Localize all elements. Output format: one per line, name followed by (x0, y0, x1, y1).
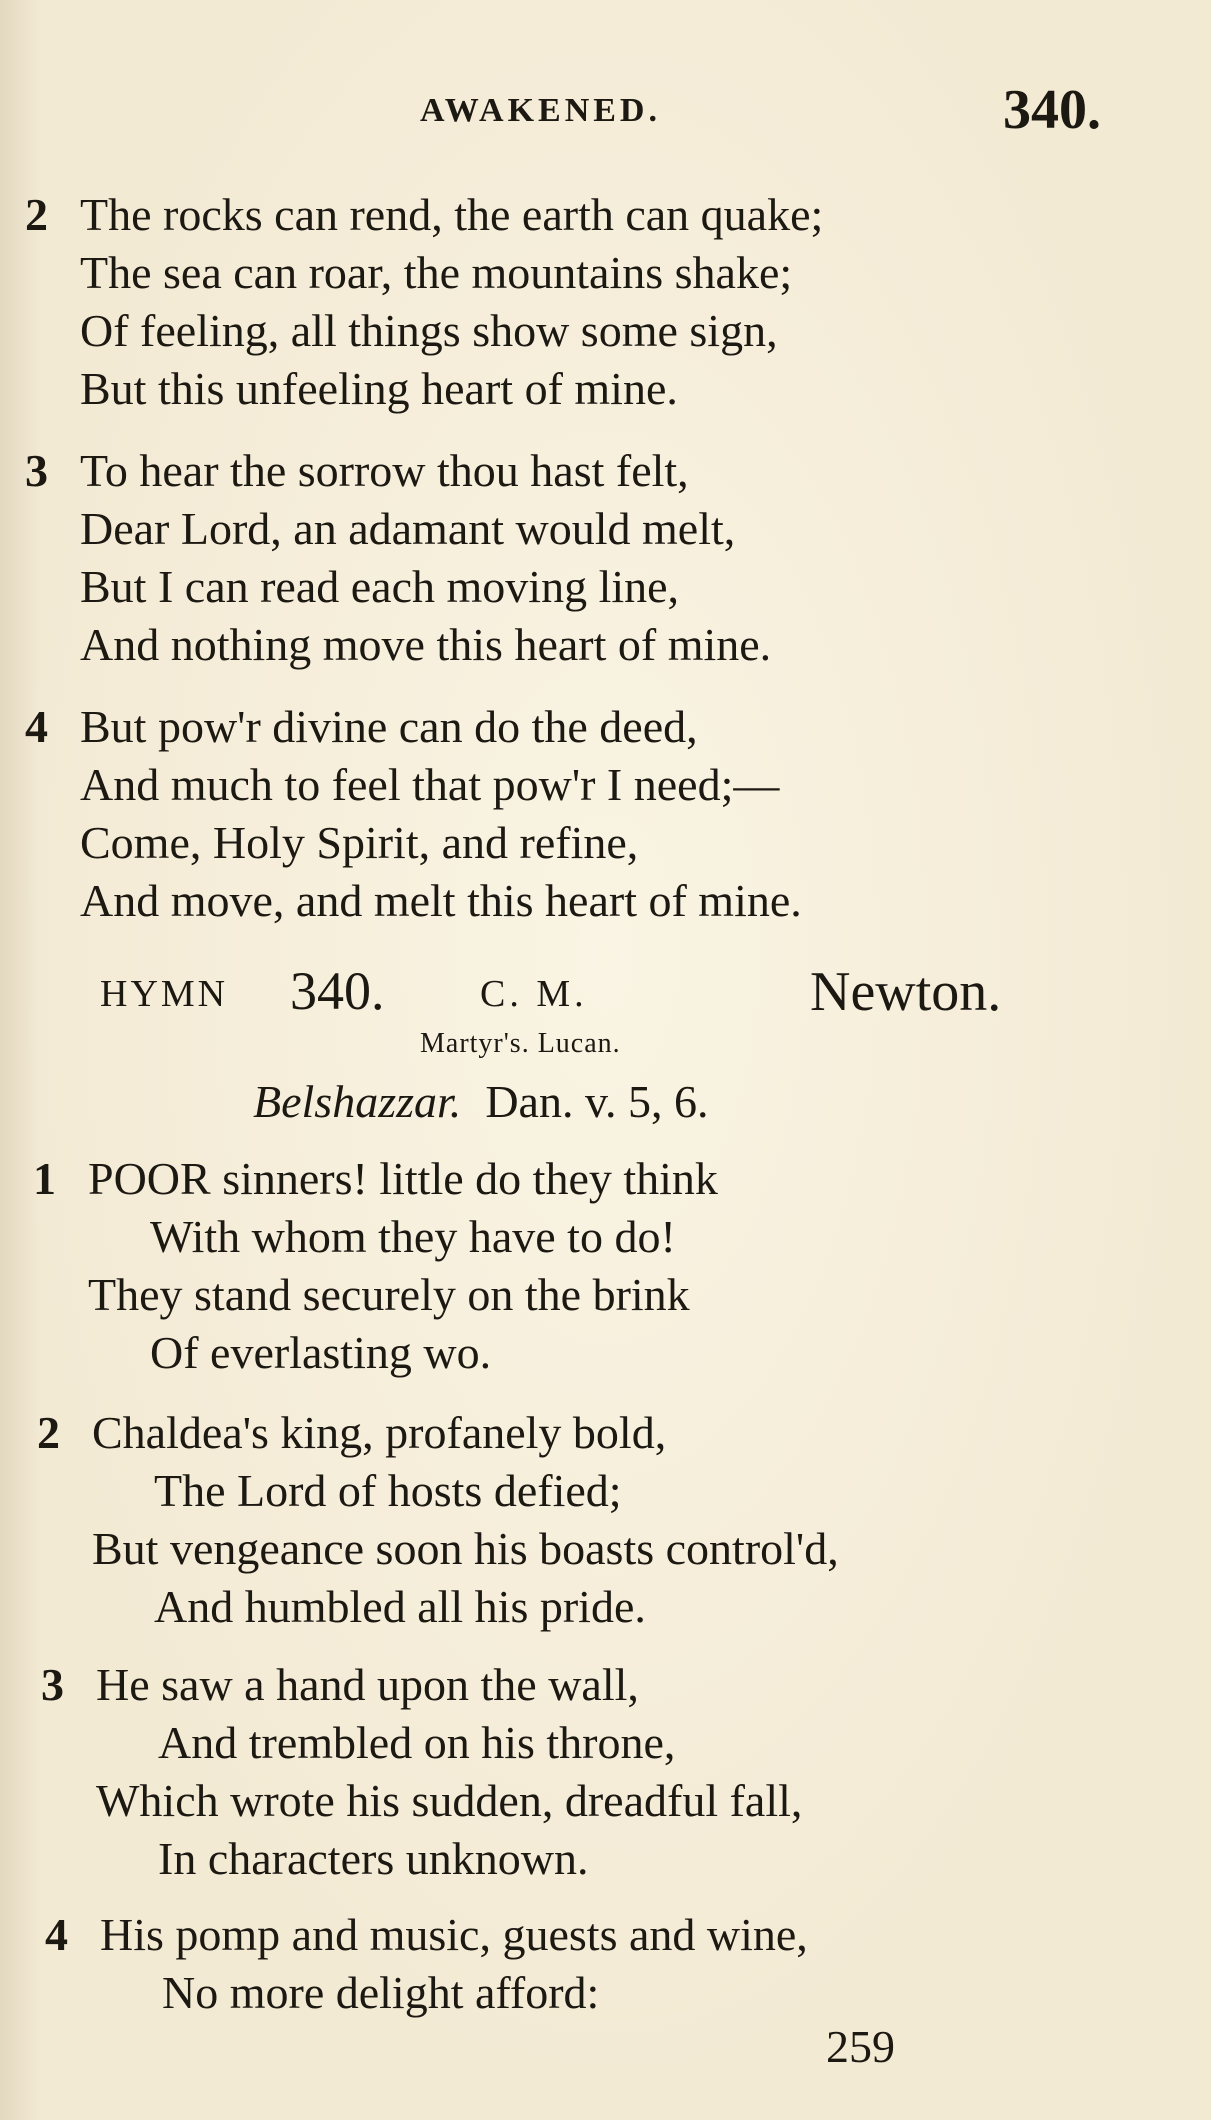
signature-mark: 259 (826, 2021, 895, 2072)
verse-line: Come, Holy Spirit, and refine, (80, 817, 639, 868)
stanza-4 (45, 1906, 808, 2022)
stanza-prev-4 (25, 698, 802, 930)
scripture-reference: Dan. v. 5, 6. (485, 1076, 709, 1127)
page-number: 340. (1003, 79, 1101, 141)
hymn-tunes: Martyr's. Lucan. (420, 1028, 621, 1059)
verse-line: The rocks can rend, the earth can quake; (80, 189, 824, 240)
verse-line: He saw a hand upon the wall, (96, 1659, 639, 1710)
verse-line: The Lord of hosts defied; (154, 1465, 622, 1516)
verse-line: And humbled all his pride. (154, 1581, 646, 1632)
verse-line: But this unfeeling heart of mine. (80, 363, 678, 414)
verse-line: With whom they have to do! (150, 1211, 676, 1262)
verse-line: Which wrote his sudden, dreadful fall, (96, 1775, 803, 1826)
stanza-1 (33, 1150, 718, 1382)
stanza-number: 3 (41, 1659, 64, 1710)
verse-line: And trembled on his throne, (158, 1717, 676, 1768)
verse-line: And much to feel that pow'r I need;— (80, 759, 780, 810)
verse-line: They stand securely on the brink (88, 1269, 690, 1320)
running-head: AWAKENED. (420, 92, 661, 129)
verse-line: His pomp and music, guests and wine, (100, 1909, 808, 1960)
hymn-label: HYMN (100, 973, 229, 1015)
stanza-number: 4 (45, 1909, 68, 1960)
verse-line: POOR sinners! little do they think (88, 1153, 718, 1204)
verse-line: And nothing move this heart of mine. (80, 619, 772, 670)
hymn-scripture (253, 1075, 708, 1128)
stanza-2 (37, 1404, 839, 1636)
hymn-meter: C. M. (480, 973, 588, 1015)
verse-line: The sea can roar, the mountains shake; (80, 247, 793, 298)
verse-line: But I can read each moving line, (80, 561, 680, 612)
stanza-prev-2 (25, 186, 824, 418)
verse-line: In characters unknown. (158, 1833, 589, 1884)
verse-line: But vengeance soon his boasts control'd, (92, 1523, 839, 1574)
verse-line: Chaldea's king, profanely bold, (92, 1407, 667, 1458)
stanza-number: 2 (25, 189, 48, 240)
verse-line: No more delight afford: (162, 1967, 600, 2018)
stanza-3 (41, 1656, 803, 1888)
stanza-number: 3 (25, 445, 48, 496)
stanza-number: 2 (37, 1407, 60, 1458)
stanza-prev-3 (25, 442, 772, 674)
verse-line: To hear the sorrow thou hast felt, (80, 445, 689, 496)
verse-line: And move, and melt this heart of mine. (80, 875, 802, 926)
hymn-heading (100, 960, 1060, 1030)
stanza-number: 4 (25, 701, 48, 752)
verse-line: Of feeling, all things show some sign, (80, 305, 778, 356)
verse-line: Of everlasting wo. (150, 1327, 492, 1378)
verse-line: Dear Lord, an adamant would melt, (80, 503, 736, 554)
hymn-number: 340. (290, 961, 385, 1021)
verse-line: But pow'r divine can do the deed, (80, 701, 698, 752)
hymn-author: Newton. (810, 961, 1002, 1023)
stanza-number: 1 (33, 1153, 56, 1204)
hymn-title: Belshazzar. (253, 1076, 462, 1127)
